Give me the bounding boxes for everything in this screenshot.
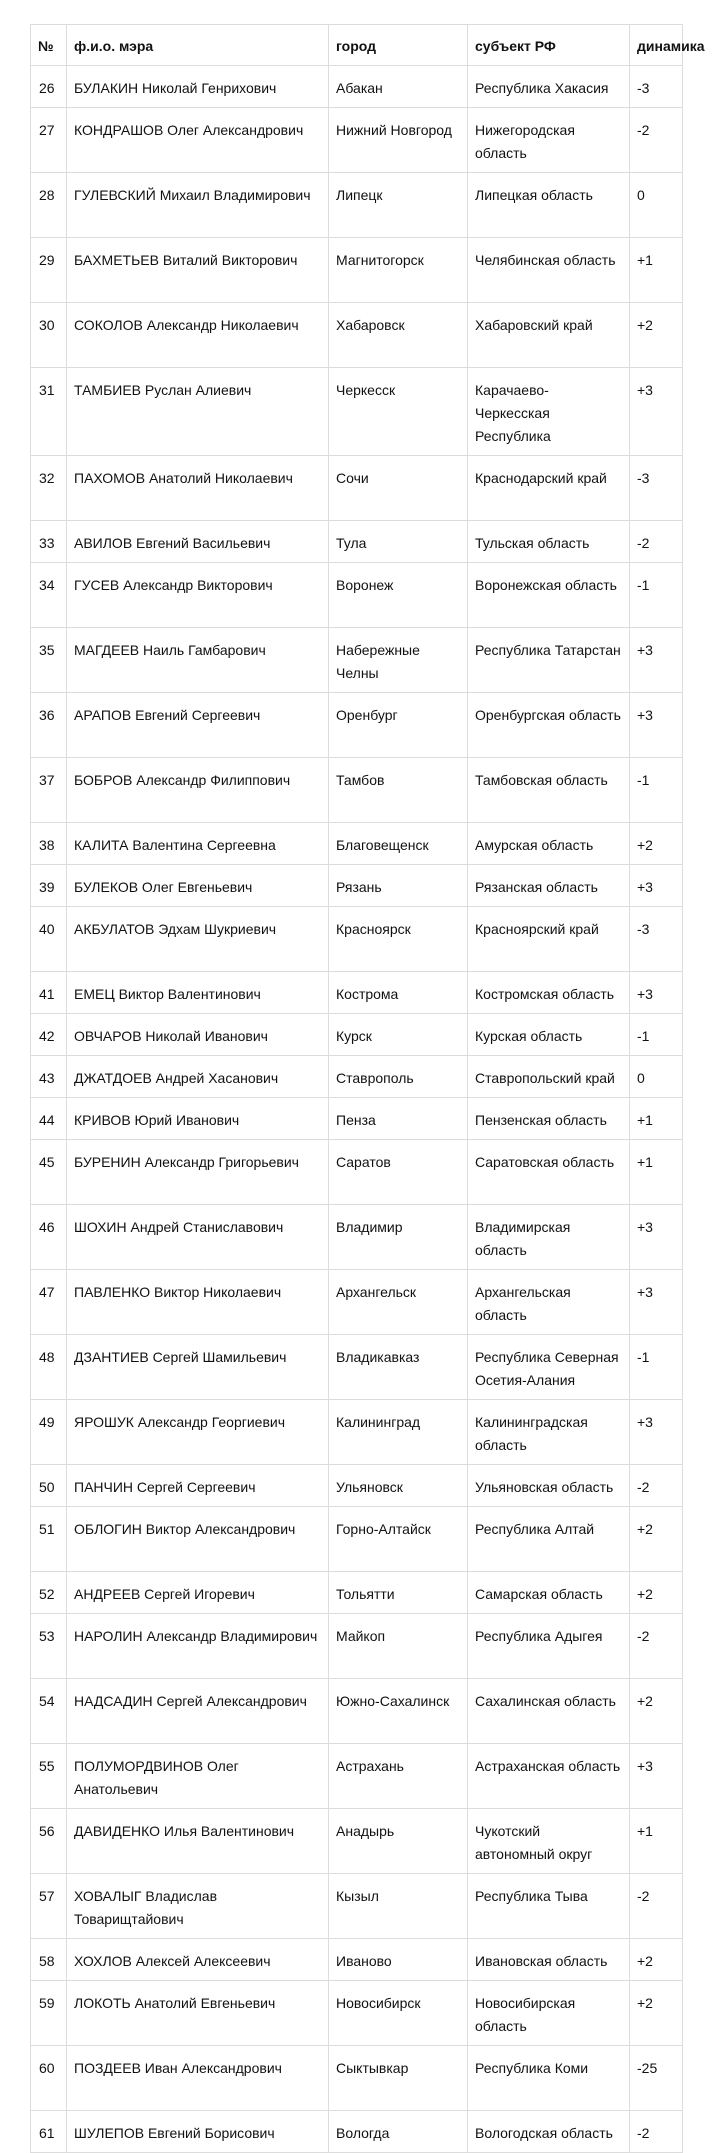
- cell-mayor-name: СОКОЛОВ Александр Николаевич: [67, 303, 329, 368]
- cell-mayor-name: МАГДЕЕВ Наиль Гамбарович: [67, 628, 329, 693]
- table-row: [31, 1205, 683, 1270]
- cell-dynamics: -1: [630, 1335, 683, 1400]
- cell-city: Оренбург: [329, 693, 468, 758]
- cell-mayor-name: ТАМБИЕВ Руслан Алиевич: [67, 368, 329, 456]
- cell-dynamics: +2: [630, 1679, 683, 1744]
- cell-region: Республика Алтай: [468, 1507, 630, 1572]
- cell-mayor-name: ЯРОШУК Александр Георгиевич: [67, 1400, 329, 1465]
- cell-region: Астраханская область: [468, 1744, 630, 1809]
- cell-mayor-name: БУЛЕКОВ Олег Евгеньевич: [67, 865, 329, 907]
- cell-dynamics: +3: [630, 972, 683, 1014]
- cell-region: Краснодарский край: [468, 456, 630, 521]
- header-city: город: [329, 25, 468, 66]
- cell-city: Анадырь: [329, 1809, 468, 1874]
- table-row: [31, 1939, 683, 1981]
- cell-mayor-name: ПОЛУМОРДВИНОВ Олег Анатольевич: [67, 1744, 329, 1809]
- cell-number: 40: [31, 907, 67, 972]
- cell-mayor-name: ХОХЛОВ Алексей Алексеевич: [67, 1939, 329, 1981]
- table-row: [31, 758, 683, 823]
- cell-number: 59: [31, 1981, 67, 2046]
- cell-dynamics: +3: [630, 1205, 683, 1270]
- cell-number: 42: [31, 1014, 67, 1056]
- cell-region: Рязанская область: [468, 865, 630, 907]
- cell-city: Калининград: [329, 1400, 468, 1465]
- cell-mayor-name: АРАПОВ Евгений Сергеевич: [67, 693, 329, 758]
- cell-city: Сочи: [329, 456, 468, 521]
- cell-number: 43: [31, 1056, 67, 1098]
- cell-region: Хабаровский край: [468, 303, 630, 368]
- cell-number: 28: [31, 173, 67, 238]
- cell-dynamics: -3: [630, 456, 683, 521]
- cell-number: 35: [31, 628, 67, 693]
- cell-mayor-name: ДЗАНТИЕВ Сергей Шамильевич: [67, 1335, 329, 1400]
- cell-dynamics: +1: [630, 1140, 683, 1205]
- table-row: [31, 628, 683, 693]
- cell-mayor-name: ПАВЛЕНКО Виктор Николаевич: [67, 1270, 329, 1335]
- cell-mayor-name: АНДРЕЕВ Сергей Игоревич: [67, 1572, 329, 1614]
- cell-dynamics: +2: [630, 1981, 683, 2046]
- cell-number: 30: [31, 303, 67, 368]
- table-row: [31, 1981, 683, 2046]
- table-row: [31, 693, 683, 758]
- cell-dynamics: -3: [630, 907, 683, 972]
- cell-number: 61: [31, 2111, 67, 2153]
- cell-region: Республика Тыва: [468, 1874, 630, 1939]
- cell-dynamics: -2: [630, 2111, 683, 2153]
- cell-region: Республика Татарстан: [468, 628, 630, 693]
- cell-number: 38: [31, 823, 67, 865]
- table-row: [31, 456, 683, 521]
- cell-city: Благовещенск: [329, 823, 468, 865]
- table-row: [31, 907, 683, 972]
- cell-city: Владикавказ: [329, 1335, 468, 1400]
- cell-city: Липецк: [329, 173, 468, 238]
- header-region: субъект РФ: [468, 25, 630, 66]
- cell-city: Кызыл: [329, 1874, 468, 1939]
- cell-number: 29: [31, 238, 67, 303]
- cell-city: Ульяновск: [329, 1465, 468, 1507]
- cell-city: Курск: [329, 1014, 468, 1056]
- table-row: [31, 865, 683, 907]
- cell-dynamics: -25: [630, 2046, 683, 2111]
- cell-mayor-name: НАДСАДИН Сергей Александрович: [67, 1679, 329, 1744]
- cell-dynamics: +1: [630, 238, 683, 303]
- cell-mayor-name: ПАНЧИН Сергей Сергеевич: [67, 1465, 329, 1507]
- cell-region: Тульская область: [468, 521, 630, 563]
- cell-city: Кострома: [329, 972, 468, 1014]
- cell-number: 41: [31, 972, 67, 1014]
- cell-number: 32: [31, 456, 67, 521]
- cell-dynamics: -1: [630, 758, 683, 823]
- header-row: [31, 25, 683, 66]
- cell-dynamics: +2: [630, 823, 683, 865]
- cell-dynamics: +3: [630, 1744, 683, 1809]
- cell-dynamics: +1: [630, 1098, 683, 1140]
- cell-mayor-name: ДАВИДЕНКО Илья Валентинович: [67, 1809, 329, 1874]
- cell-dynamics: +3: [630, 628, 683, 693]
- cell-city: Иваново: [329, 1939, 468, 1981]
- table-row: [31, 1809, 683, 1874]
- cell-mayor-name: НАРОЛИН Александр Владимирович: [67, 1614, 329, 1679]
- cell-dynamics: -2: [630, 1874, 683, 1939]
- cell-region: Архангельская область: [468, 1270, 630, 1335]
- cell-region: Республика Коми: [468, 2046, 630, 2111]
- cell-mayor-name: ГУЛЕВСКИЙ Михаил Владимирович: [67, 173, 329, 238]
- cell-region: Республика Северная Осетия-Алания: [468, 1335, 630, 1400]
- table-row: [31, 1270, 683, 1335]
- cell-dynamics: +2: [630, 303, 683, 368]
- cell-region: Курская область: [468, 1014, 630, 1056]
- cell-region: Ставропольский край: [468, 1056, 630, 1098]
- cell-city: Сыктывкар: [329, 2046, 468, 2111]
- cell-region: Нижегородская область: [468, 108, 630, 173]
- cell-city: Хабаровск: [329, 303, 468, 368]
- table-body: [31, 66, 683, 2153]
- cell-mayor-name: КОНДРАШОВ Олег Александрович: [67, 108, 329, 173]
- cell-region: Калининградская область: [468, 1400, 630, 1465]
- cell-region: Липецкая область: [468, 173, 630, 238]
- cell-city: Владимир: [329, 1205, 468, 1270]
- cell-number: 36: [31, 693, 67, 758]
- cell-city: Магнитогорск: [329, 238, 468, 303]
- cell-dynamics: +3: [630, 865, 683, 907]
- cell-dynamics: +2: [630, 1939, 683, 1981]
- cell-number: 49: [31, 1400, 67, 1465]
- cell-dynamics: +3: [630, 693, 683, 758]
- cell-dynamics: +2: [630, 1507, 683, 1572]
- table-row: [31, 563, 683, 628]
- cell-number: 37: [31, 758, 67, 823]
- cell-mayor-name: ПОЗДЕЕВ Иван Александрович: [67, 2046, 329, 2111]
- cell-mayor-name: БУРЕНИН Александр Григорьевич: [67, 1140, 329, 1205]
- table-row: [31, 1014, 683, 1056]
- cell-region: Вологодская область: [468, 2111, 630, 2153]
- cell-city: Воронеж: [329, 563, 468, 628]
- cell-number: 45: [31, 1140, 67, 1205]
- cell-dynamics: -1: [630, 1014, 683, 1056]
- table-row: [31, 1874, 683, 1939]
- cell-number: 56: [31, 1809, 67, 1874]
- header-mayor-name: ф.и.о. мэра: [67, 25, 329, 66]
- cell-region: Самарская область: [468, 1572, 630, 1614]
- cell-number: 34: [31, 563, 67, 628]
- cell-region: Республика Хакасия: [468, 66, 630, 108]
- table-row: [31, 303, 683, 368]
- cell-number: 27: [31, 108, 67, 173]
- cell-region: Челябинская область: [468, 238, 630, 303]
- cell-number: 53: [31, 1614, 67, 1679]
- table-row: [31, 1744, 683, 1809]
- table-row: [31, 238, 683, 303]
- cell-region: Красноярский край: [468, 907, 630, 972]
- cell-number: 57: [31, 1874, 67, 1939]
- cell-city: Пенза: [329, 1098, 468, 1140]
- cell-dynamics: 0: [630, 173, 683, 238]
- cell-number: 58: [31, 1939, 67, 1981]
- table-row: [31, 823, 683, 865]
- cell-city: Тольятти: [329, 1572, 468, 1614]
- cell-mayor-name: ЛОКОТЬ Анатолий Евгеньевич: [67, 1981, 329, 2046]
- cell-number: 26: [31, 66, 67, 108]
- table-row: [31, 1507, 683, 1572]
- cell-dynamics: +2: [630, 1572, 683, 1614]
- cell-city: Тула: [329, 521, 468, 563]
- table-row: [31, 1679, 683, 1744]
- cell-mayor-name: ЕМЕЦ Виктор Валентинович: [67, 972, 329, 1014]
- cell-number: 46: [31, 1205, 67, 1270]
- cell-city: Вологда: [329, 2111, 468, 2153]
- cell-mayor-name: АВИЛОВ Евгений Васильевич: [67, 521, 329, 563]
- cell-region: Новосибирская область: [468, 1981, 630, 2046]
- cell-number: 33: [31, 521, 67, 563]
- cell-mayor-name: ДЖАТДОЕВ Андрей Хасанович: [67, 1056, 329, 1098]
- cell-city: Астрахань: [329, 1744, 468, 1809]
- cell-number: 55: [31, 1744, 67, 1809]
- cell-city: Рязань: [329, 865, 468, 907]
- table-row: [31, 1614, 683, 1679]
- cell-city: Черкесск: [329, 368, 468, 456]
- cell-number: 44: [31, 1098, 67, 1140]
- cell-region: Ульяновская область: [468, 1465, 630, 1507]
- cell-region: Ивановская область: [468, 1939, 630, 1981]
- cell-region: Воронежская область: [468, 563, 630, 628]
- table-row: [31, 1465, 683, 1507]
- cell-region: Костромская область: [468, 972, 630, 1014]
- cell-dynamics: -1: [630, 563, 683, 628]
- cell-mayor-name: ОБЛОГИН Виктор Александрович: [67, 1507, 329, 1572]
- cell-dynamics: 0: [630, 1056, 683, 1098]
- cell-region: Тамбовская область: [468, 758, 630, 823]
- table-row: [31, 1400, 683, 1465]
- cell-number: 54: [31, 1679, 67, 1744]
- table-row: [31, 1572, 683, 1614]
- cell-city: Абакан: [329, 66, 468, 108]
- table-header: [31, 25, 705, 66]
- cell-number: 31: [31, 368, 67, 456]
- cell-region: Оренбургская область: [468, 693, 630, 758]
- cell-number: 50: [31, 1465, 67, 1507]
- cell-mayor-name: ХОВАЛЫГ Владислав Товарищтайович: [67, 1874, 329, 1939]
- cell-region: Пензенская область: [468, 1098, 630, 1140]
- cell-mayor-name: БАХМЕТЬЕВ Виталий Викторович: [67, 238, 329, 303]
- table-row: [31, 108, 683, 173]
- mayors-table-container: [30, 24, 705, 2153]
- cell-number: 39: [31, 865, 67, 907]
- table-row: [31, 1335, 683, 1400]
- cell-mayor-name: АКБУЛАТОВ Эдхам Шукриевич: [67, 907, 329, 972]
- cell-mayor-name: ГУСЕВ Александр Викторович: [67, 563, 329, 628]
- cell-mayor-name: ОВЧАРОВ Николай Иванович: [67, 1014, 329, 1056]
- cell-dynamics: -3: [630, 66, 683, 108]
- cell-dynamics: +3: [630, 1400, 683, 1465]
- table-row: [31, 2111, 683, 2153]
- cell-mayor-name: ШОХИН Андрей Станиславович: [67, 1205, 329, 1270]
- cell-mayor-name: БОБРОВ Александр Филиппович: [67, 758, 329, 823]
- table-row: [31, 1098, 683, 1140]
- cell-city: Тамбов: [329, 758, 468, 823]
- cell-mayor-name: КАЛИТА Валентина Сергеевна: [67, 823, 329, 865]
- table-row: [31, 173, 683, 238]
- cell-city: Новосибирск: [329, 1981, 468, 2046]
- cell-city: Архангельск: [329, 1270, 468, 1335]
- header-number: №: [31, 25, 67, 66]
- cell-region: Сахалинская область: [468, 1679, 630, 1744]
- cell-dynamics: -2: [630, 1614, 683, 1679]
- cell-number: 48: [31, 1335, 67, 1400]
- cell-city: Южно-Сахалинск: [329, 1679, 468, 1744]
- cell-mayor-name: ПАХОМОВ Анатолий Николаевич: [67, 456, 329, 521]
- table-row: [31, 2046, 683, 2111]
- mayors-rating-table: [30, 24, 705, 2153]
- cell-number: 51: [31, 1507, 67, 1572]
- table-row: [31, 1140, 683, 1205]
- cell-region: Саратовская область: [468, 1140, 630, 1205]
- table-row: [31, 368, 683, 456]
- cell-dynamics: +1: [630, 1809, 683, 1874]
- cell-city: Майкоп: [329, 1614, 468, 1679]
- cell-city: Красноярск: [329, 907, 468, 972]
- cell-region: Амурская область: [468, 823, 630, 865]
- cell-dynamics: +3: [630, 368, 683, 456]
- cell-city: Горно-Алтайск: [329, 1507, 468, 1572]
- cell-region: Владимирская область: [468, 1205, 630, 1270]
- cell-dynamics: +3: [630, 1270, 683, 1335]
- cell-number: 47: [31, 1270, 67, 1335]
- cell-dynamics: -2: [630, 521, 683, 563]
- cell-dynamics: -2: [630, 1465, 683, 1507]
- cell-city: Набережные Челны: [329, 628, 468, 693]
- cell-mayor-name: БУЛАКИН Николай Генрихович: [67, 66, 329, 108]
- header-dynamics: динамика: [630, 25, 683, 66]
- cell-mayor-name: ШУЛЕПОВ Евгений Борисович: [67, 2111, 329, 2153]
- cell-region: Чукотский автономный округ: [468, 1809, 630, 1874]
- cell-region: Карачаево-Черкесская Республика: [468, 368, 630, 456]
- cell-city: Саратов: [329, 1140, 468, 1205]
- cell-number: 60: [31, 2046, 67, 2111]
- cell-number: 52: [31, 1572, 67, 1614]
- cell-city: Нижний Новгород: [329, 108, 468, 173]
- cell-region: Республика Адыгея: [468, 1614, 630, 1679]
- cell-city: Ставрополь: [329, 1056, 468, 1098]
- table-row: [31, 972, 683, 1014]
- cell-mayor-name: КРИВОВ Юрий Иванович: [67, 1098, 329, 1140]
- cell-dynamics: -2: [630, 108, 683, 173]
- table-row: [31, 66, 683, 108]
- table-row: [31, 521, 683, 563]
- table-row: [31, 1056, 683, 1098]
